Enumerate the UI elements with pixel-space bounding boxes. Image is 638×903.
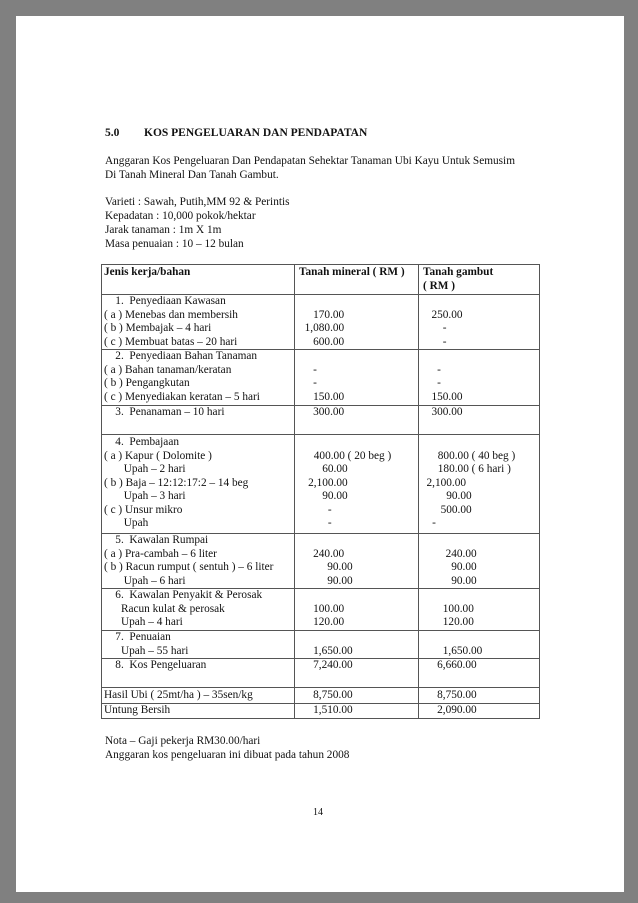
net-profit-mineral-value: 1,510.00 <box>299 704 353 716</box>
row-mineral-values: 170.00 1,080.00 600.00 <box>304 308 345 348</box>
row-labels: 4. Pembajaan ( a ) Kapur ( Dolomite ) Upah – 2 hari ( b ) Baja – 12:12:17:2 – 14 beg Upah – 3 hari ( c ) Unsur mikro Upah <box>104 436 249 529</box>
row-mineral-values: 1,650.00 <box>313 644 353 657</box>
row-peat-values: 1,650.00 <box>442 644 483 657</box>
row-labels: 5. Kawalan Rumpai ( a ) Pra-cambah – 6 liter ( b ) Racun rumput ( sentuh ) – 6 liter Upah – 6 hari <box>104 534 274 587</box>
row-mineral-values: 100.00 120.00 <box>313 602 345 628</box>
row-peat-values: 6,660.00 <box>423 659 477 671</box>
net-profit-peat-value: 2,090.00 <box>423 704 477 716</box>
spec-spacing: Jarak tanaman : 1m X 1m <box>105 224 222 236</box>
net-profit-label: Untung Bersih <box>104 704 171 716</box>
spec-harvest-period: Masa penuaian : 10 – 12 bulan <box>105 238 244 250</box>
table-border <box>101 687 540 688</box>
row-labels: 2. Penyediaan Bahan Tanaman ( a ) Bahan tanaman/keratan ( b ) Pengangkutan ( c ) Menyediakan keratan – 5 hari <box>104 350 260 403</box>
row-peat-values: 240.00 90.00 90.00 <box>445 547 477 587</box>
note-year: Anggaran kos pengeluaran ini dibuat pada tahun 2008 <box>105 749 350 761</box>
row-peat-values: 300.00 <box>423 406 463 418</box>
document-page <box>16 16 624 892</box>
row-mineral-values: - - 150.00 <box>313 363 345 403</box>
table-border <box>539 264 540 719</box>
row-peat-values: 250.00 - - <box>431 308 463 348</box>
yield-mineral-value: 8,750.00 <box>299 689 353 701</box>
intro-paragraph: Anggaran Kos Pengeluaran Dan Pendapatan Sehektar Tanaman Ubi Kayu Untuk Semusim Di Tanah Mineral Dan Tanah Gambut. <box>105 155 515 181</box>
table-border <box>101 718 540 719</box>
row-mineral-values: 300.00 <box>299 406 345 418</box>
header-peat-soil: Tanah gambut ( RM ) <box>423 266 494 292</box>
row-labels: 3. Penanaman – 10 hari <box>104 406 225 418</box>
row-labels: 8. Kos Pengeluaran <box>104 659 207 671</box>
spec-density: Kepadatan : 10,000 pokok/hektar <box>105 210 256 222</box>
yield-row-label: Hasil Ubi ( 25mt/ha ) – 35sen/kg <box>104 689 253 701</box>
row-peat-values: 100.00 120.00 <box>442 602 474 628</box>
table-border <box>101 264 102 719</box>
header-mineral-soil: Tanah mineral ( RM ) <box>299 266 405 278</box>
table-border <box>101 434 540 435</box>
cost-table <box>101 264 540 719</box>
row-peat-values: 800.00 ( 40 beg ) 180.00 ( 6 hari ) 2,100.00 90.00 500.00 - <box>426 449 516 529</box>
row-mineral-values: 7,240.00 <box>299 659 353 671</box>
header-work-item: Jenis kerja/bahan <box>104 266 191 278</box>
page-number: 14 <box>313 807 323 818</box>
yield-peat-value: 8,750.00 <box>423 689 477 701</box>
row-labels: 1. Penyediaan Kawasan ( a ) Menebas dan membersih ( b ) Membajak – 4 hari ( c ) Membuat batas – 20 hari <box>104 295 238 348</box>
table-border <box>101 264 540 265</box>
row-mineral-values: 400.00 ( 20 beg ) 60.00 2,100.00 90.00 - - <box>308 449 392 529</box>
spec-variety: Varieti : Sawah, Putih,MM 92 & Perintis <box>105 196 290 208</box>
note-wage: Nota – Gaji pekerja RM30.00/hari <box>105 735 261 747</box>
section-title: KOS PENGELUARAN DAN PENDAPATAN <box>144 127 368 139</box>
row-mineral-values: 240.00 90.00 90.00 <box>313 547 353 587</box>
row-labels: 6. Kawalan Penyakit & Perosak Racun kulat & perosak Upah – 4 hari <box>115 589 263 628</box>
section-number: 5.0 <box>105 127 120 139</box>
row-peat-values: - - 150.00 <box>431 363 463 403</box>
row-labels: 7. Penuaian Upah – 55 hari <box>115 631 189 657</box>
